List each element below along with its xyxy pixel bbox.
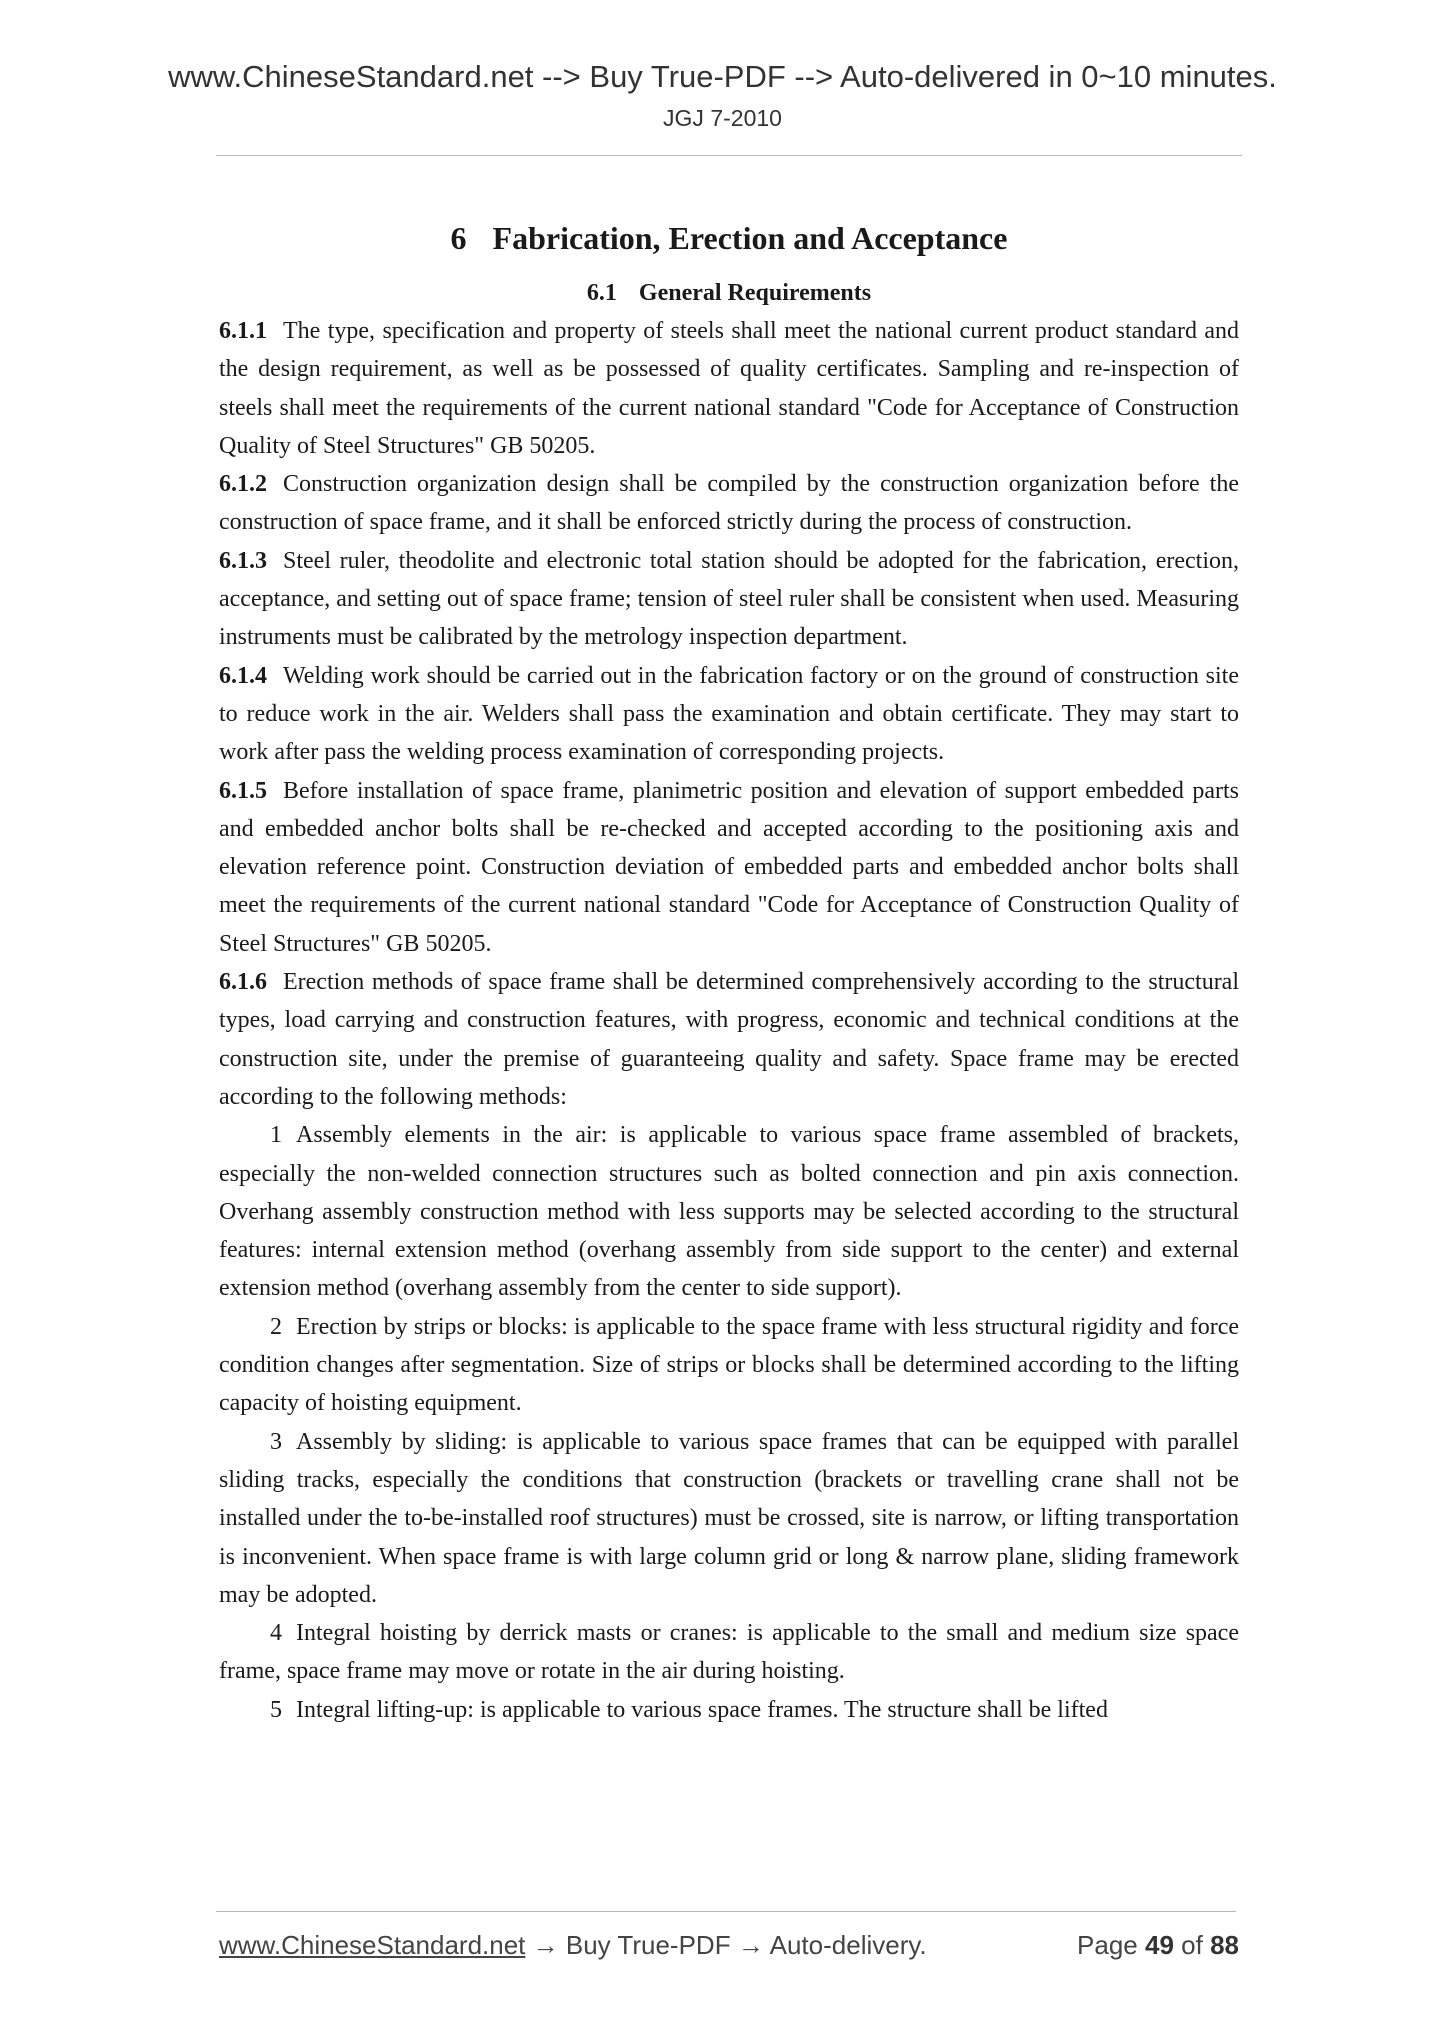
method-item-5	[219, 1691, 1239, 1729]
method-number: 3	[270, 1428, 282, 1455]
method-number: 4	[270, 1620, 282, 1647]
clause-text: Before installation of space frame, planimetric position and elevation of support embedded parts and embedded anchor bolts shall be re-checked and accepted according to the positioning axis and elevation reference point. Construction deviation of embedded parts and embedded anchor bolts shall meet the requirements of the current national standard "Code for Acceptance of Construction Quality of Steel Structures" GB 50205.	[219, 777, 1239, 957]
arrow-icon: →	[737, 1930, 764, 1960]
of-label: of	[1181, 1930, 1203, 1960]
method-number: 5	[270, 1696, 282, 1723]
clause-text: Welding work should be carried out in the fabrication factory or on the ground of construction site to reduce work in the air. Welders shall pass the examination and obtain certificate. They may start to work after pass the welding process examination of corresponding projects.	[219, 662, 1239, 766]
document-body	[219, 210, 1239, 1729]
clause-text: The type, specification and property of steels shall meet the national current product standard and the design requirement, as well as be possessed of quality certificates. Sampling and re-inspection of steels shall meet the requirements of the current national standard "Code for Acceptance of Construction Quality of Steel Structures" GB 50205.	[219, 318, 1239, 459]
chapter-title: Fabrication, Erection and Acceptance	[492, 220, 1008, 256]
clause-6-1-4	[219, 657, 1239, 772]
footer-auto-text: Auto-delivery.	[769, 1930, 927, 1960]
method-text: Integral lifting-up: is applicable to various space frames. The structure shall be lifted	[296, 1696, 1108, 1723]
clause-text: Steel ruler, theodolite and electronic total station should be adopted for the fabrication, erection, acceptance, and setting out of space frame; tension of steel ruler shall be consistent when used. Measuring instruments must be calibrated by the metrology inspection department.	[219, 547, 1239, 651]
total-pages: 88	[1210, 1930, 1239, 1960]
section-heading	[219, 274, 1239, 312]
method-number: 1	[270, 1122, 282, 1149]
chapter-number: 6	[450, 220, 467, 256]
clause-text: Construction organization design shall be compiled by the construction organization before the construction of space frame, and it shall be enforced strictly during the process of construction.	[219, 471, 1239, 536]
clause-6-1-1	[219, 312, 1239, 465]
page-label: Page	[1077, 1930, 1138, 1960]
clause-number: 6.1.1	[219, 318, 267, 344]
footer-divider	[216, 1911, 1236, 1912]
method-number: 2	[270, 1313, 282, 1340]
section-title: General Requirements	[638, 280, 872, 306]
section-number: 6.1	[586, 280, 617, 306]
method-item-4	[219, 1614, 1239, 1691]
page-footer	[219, 1928, 1239, 1962]
method-item-3	[219, 1423, 1239, 1614]
footer-site-link[interactable]: www.ChineseStandard.net	[219, 1930, 526, 1960]
clause-number: 6.1.3	[219, 547, 267, 574]
clause-number: 6.1.5	[219, 777, 267, 804]
method-text: Integral hoisting by derrick masts or cranes: is applicable to the small and medium size space frame, space frame may move or rotate in the air during hoisting.	[219, 1620, 1239, 1685]
clause-text: Erection methods of space frame shall be determined comprehensively according to the structural types, load carrying and construction features, with progress, economic and technical conditions at the construction site, under the premise of guaranteeing quality and safety. Space frame may be erected according to the following methods:	[219, 969, 1239, 1110]
page-indicator	[1077, 1928, 1239, 1962]
chapter-heading	[219, 210, 1239, 266]
method-text: Assembly elements in the air: is applicable to various space frame assembled of brackets, especially the non-welded connection structures such as bolted connection and pin axis connection. Overhang assembly construction method with less supports may be selected according to the structural features: internal extension method (overhang assembly from side support to the center) and external extension method (overhang assembly from the center to side support).	[219, 1122, 1239, 1302]
clause-number: 6.1.4	[219, 662, 267, 689]
page-number: 49	[1145, 1930, 1174, 1960]
standard-code: JGJ 7-2010	[663, 105, 782, 131]
clause-number: 6.1.2	[219, 471, 267, 498]
arrow-icon: →	[532, 1930, 559, 1960]
method-item-1	[219, 1116, 1239, 1307]
clause-6-1-5	[219, 772, 1239, 963]
clause-6-1-2	[219, 465, 1239, 542]
method-text: Assembly by sliding: is applicable to various space frames that can be equipped with parallel sliding tracks, especially the conditions that construction (brackets or travelling crane shall not be installed under the to-be-installed roof structures) must be crossed, site is narrow, or lifting transportation is inconvenient. When space frame is with large column grid or long & narrow plane, sliding framework may be adopted.	[219, 1428, 1239, 1608]
header-divider	[216, 155, 1242, 156]
clause-number: 6.1.6	[219, 969, 267, 996]
header-banner: www.ChineseStandard.net --> Buy True-PDF --> Auto-delivered in 0~10 minutes.	[168, 59, 1277, 94]
footer-buy-text: Buy True-PDF	[565, 1930, 731, 1960]
clause-6-1-6	[219, 963, 1239, 1116]
method-text: Erection by strips or blocks: is applicable to the space frame with less structural rigidity and force condition changes after segmentation. Size of strips or blocks shall be determined according to the lifting capacity of hoisting equipment.	[219, 1313, 1239, 1417]
clause-6-1-3	[219, 542, 1239, 657]
method-item-2	[219, 1308, 1239, 1423]
